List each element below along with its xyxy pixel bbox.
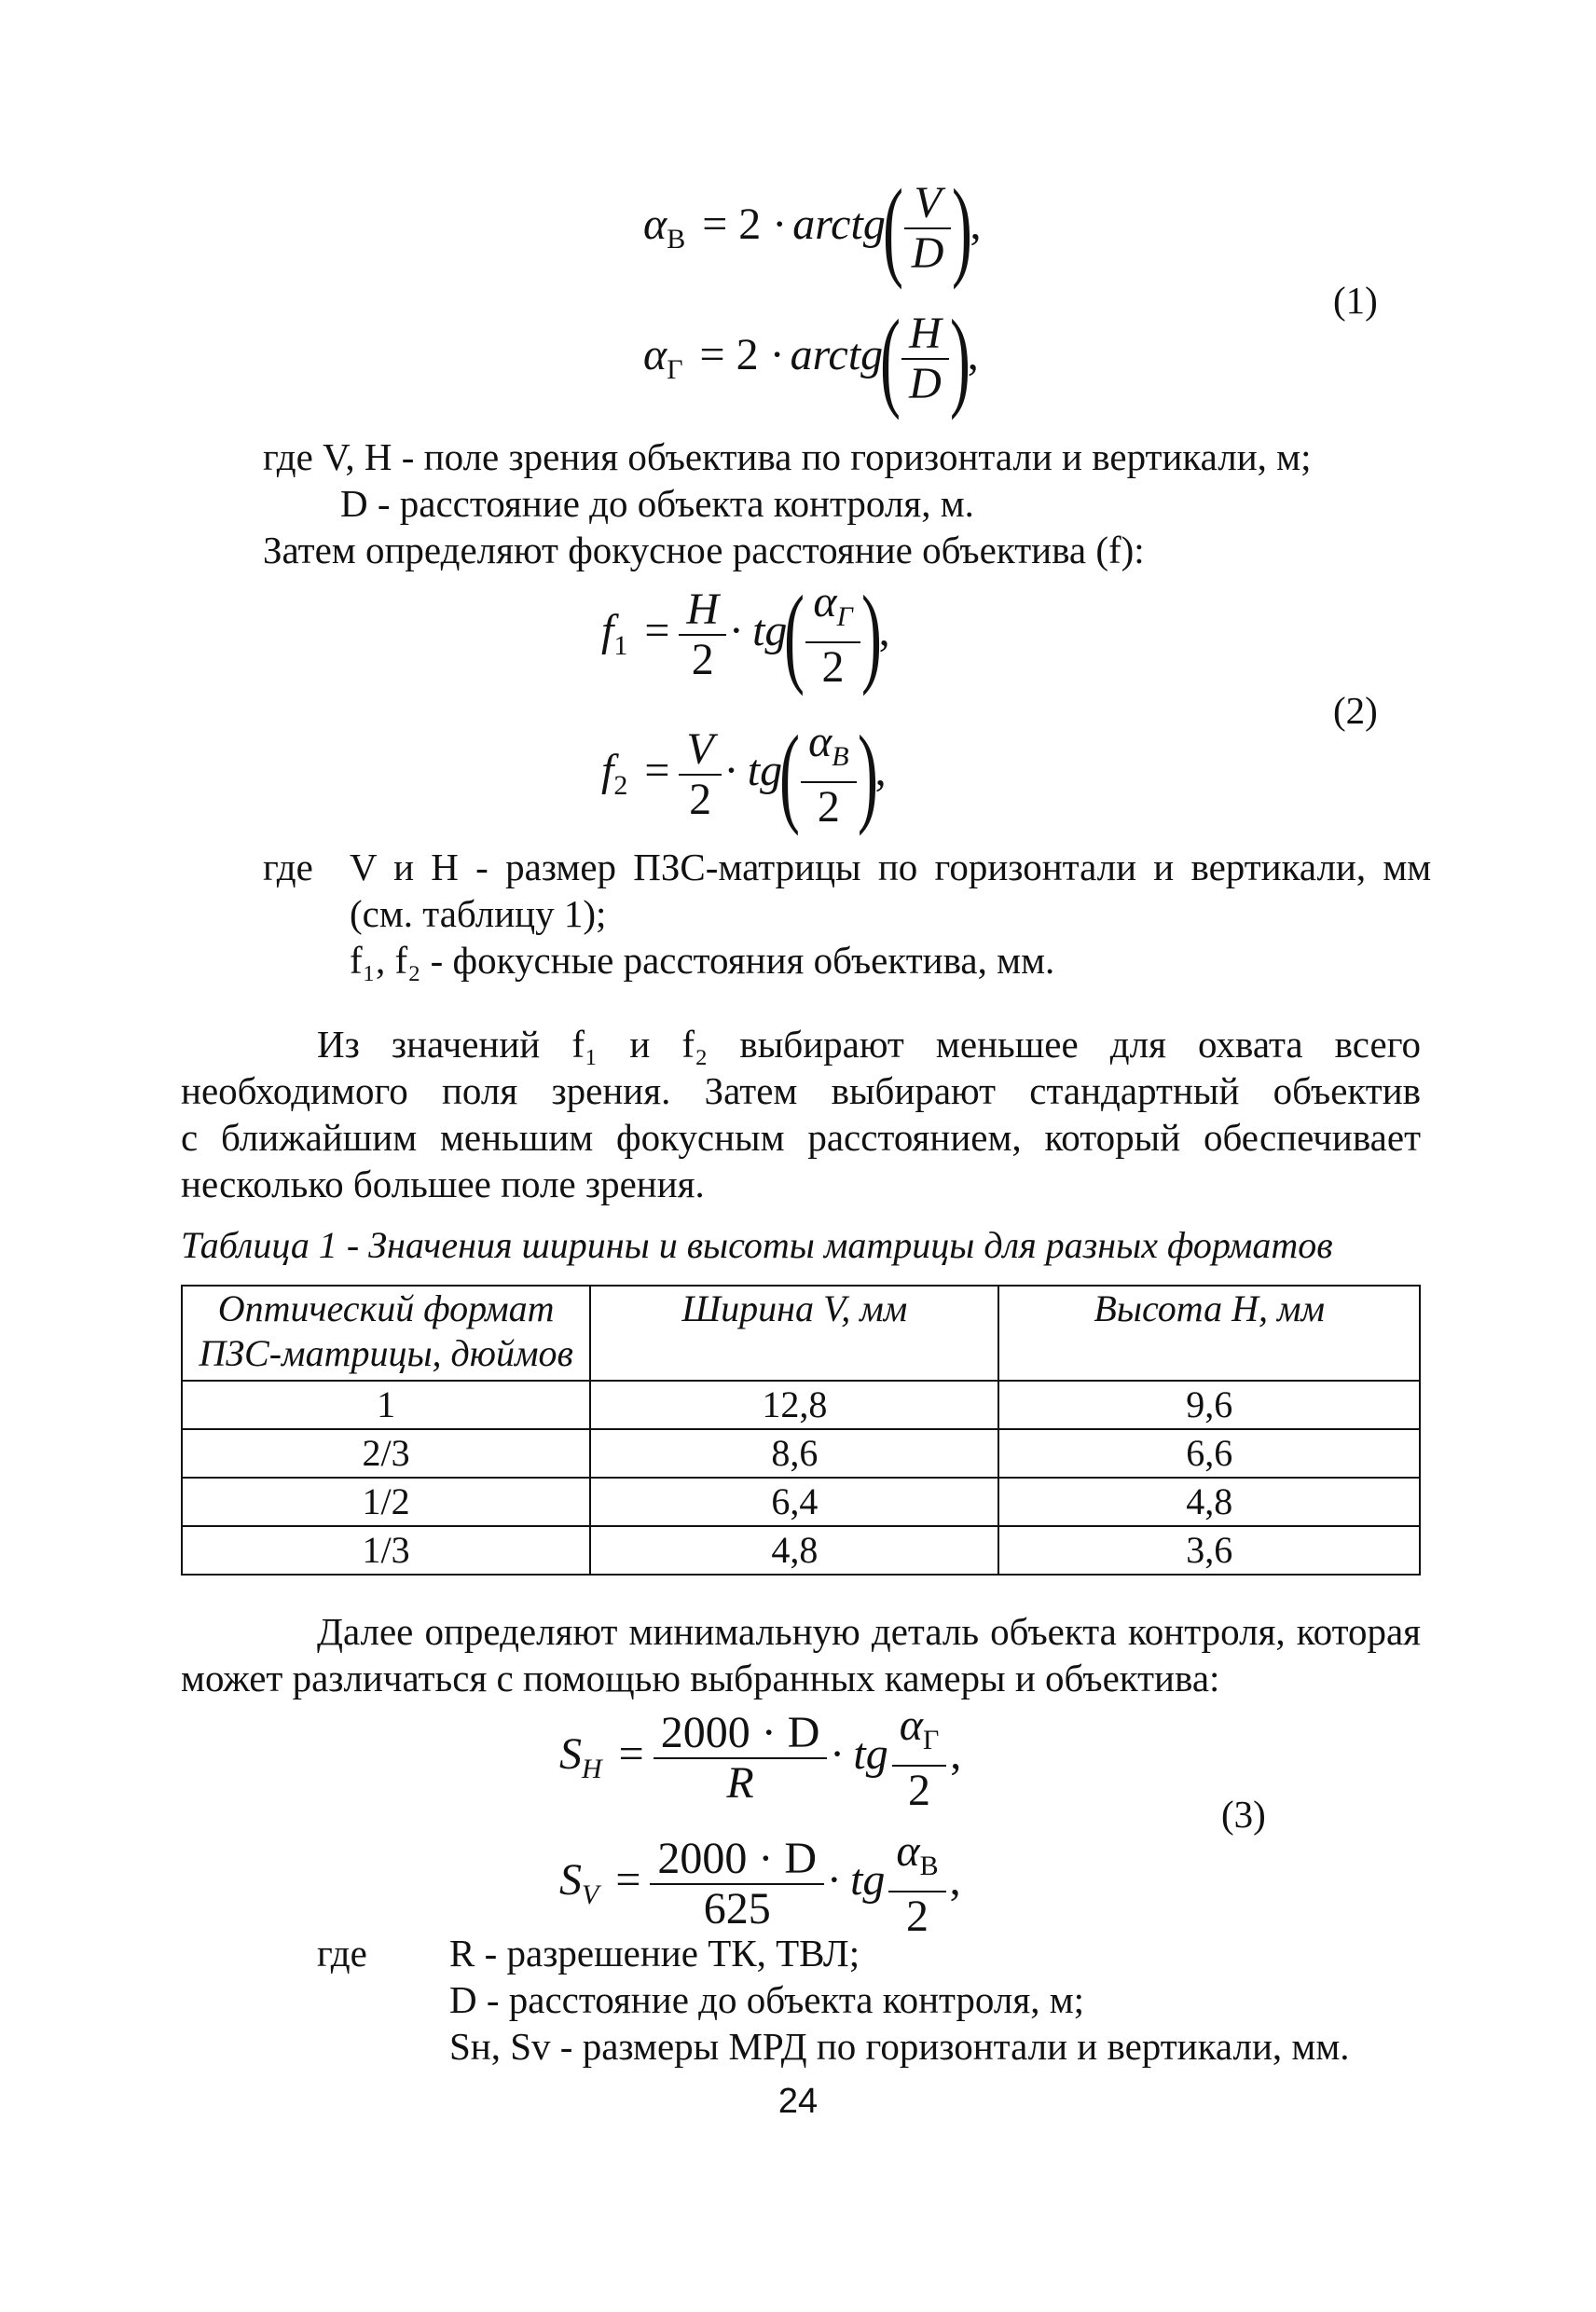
alpha-v-subscript: В: [667, 224, 686, 255]
fraction-denominator: 2: [906, 1892, 929, 1941]
legend-3-where: где: [317, 1932, 367, 1975]
fraction-denominator: R: [726, 1758, 754, 1808]
h-over-d-fraction: [901, 310, 949, 408]
alpha-symbol: α: [643, 200, 667, 250]
legend-1-line-1: где V, H - поле зрения объектива по горизонтали и вертикали, м;: [263, 435, 1312, 478]
equals-sign: =: [644, 606, 670, 656]
equation-number-2: (2): [1333, 689, 1378, 732]
table-header-cell: Ширина V, мм: [590, 1286, 998, 1381]
arctg-function: arctg: [790, 330, 884, 380]
alpha-g-over-2-fraction: [805, 578, 860, 692]
equation-number-1: (1): [1333, 279, 1378, 322]
formula-3-sv: $S_V$ = $\frac{2000 \cdot D}{625}$ · tg $\frac{\alpha_В}{2}$ ,: [559, 1826, 961, 1941]
table-header-cell: Оптический формат ПЗС-матрицы, дюймов: [182, 1286, 590, 1381]
alpha-g-subscript: Г: [667, 354, 683, 386]
fraction-numerator: 2000 · D: [654, 1709, 828, 1759]
fraction-denominator: D: [909, 359, 942, 408]
table-row: [182, 1429, 1420, 1478]
alpha-g-subscript: Г: [922, 1725, 940, 1755]
fraction-denominator: D: [911, 228, 944, 278]
legend-1-line-2: D - расстояние до объекта контроля, м.: [340, 482, 974, 525]
alpha-symbol: α: [813, 577, 837, 626]
equals-times: = 2 ·: [699, 330, 785, 380]
paragraph-2-line-2: может различаться с помощью выбранных камеры и объектива:: [181, 1657, 1220, 1700]
formula-1-alpha-v: $\alpha_В = 2$ · arctg( $\frac{V}{D}$ ),: [643, 166, 982, 290]
table-cell: 9,6: [998, 1381, 1420, 1429]
fraction-numerator: H: [679, 585, 726, 636]
arctg-function: arctg: [792, 200, 886, 250]
legend-3-line-1: R - разрешение ТК, ТВЛ;: [449, 1932, 860, 1975]
table-cell: 12,8: [590, 1381, 998, 1429]
2000d-over-r-fraction: [654, 1709, 828, 1808]
alpha-symbol: α: [899, 1700, 923, 1750]
alpha-v-subscript: В: [919, 1851, 939, 1881]
f-symbol: f: [601, 746, 614, 796]
alpha-g-subscript: Г: [836, 601, 853, 632]
table-cell: 1/2: [182, 1478, 590, 1526]
v-over-d-fraction: [904, 179, 952, 278]
formula-1-alpha-g: $\alpha_Г = 2$ · arctg( $\frac{H}{D}$ ),: [643, 296, 979, 420]
fraction-denominator: 2: [691, 635, 714, 684]
alpha-v-over-2-fraction: [888, 1827, 945, 1941]
alpha-g-over-2-fraction: [892, 1701, 947, 1815]
paragraph-2-line-1: Далее определяют минимальную деталь объекта контроля, которая: [317, 1610, 1421, 1653]
sh-subscript: H: [582, 1754, 602, 1785]
paragraph-1-line-3: с ближайшим меньшим фокусным расстоянием, который обеспечивает: [181, 1116, 1421, 1159]
table-row: [182, 1478, 1420, 1526]
f2-subscript: 2: [613, 770, 628, 802]
table-cell: 4,8: [998, 1478, 1420, 1526]
tg-function: · tg: [730, 606, 788, 656]
table-cell: 6,6: [998, 1429, 1420, 1478]
alpha-v-over-2-fraction: [801, 718, 857, 832]
paragraph-1-line-1: Из значений f₁ и f₂ выбирают меньшее для охвата всего: [317, 1023, 1421, 1066]
paragraph-1-line-2: необходимого поля зрения. Затем выбирают стандартный объектив: [181, 1069, 1421, 1112]
fraction-denominator: 2: [908, 1766, 931, 1815]
fraction-denominator: 625: [703, 1884, 771, 1934]
table-cell: 8,6: [590, 1429, 998, 1478]
legend-2-where: где: [263, 846, 313, 888]
equals-sign: =: [615, 1855, 641, 1906]
s-symbol: S: [559, 1729, 582, 1780]
equation-number-3: (3): [1221, 1793, 1266, 1836]
table-1-caption: Таблица 1 - Значения ширины и высоты матрицы для разных форматов: [181, 1224, 1333, 1266]
page-number: 24: [777, 2082, 819, 2121]
legend-3-line-3: Sн, Sv - размеры МРД по горизонтали и вертикали, мм.: [449, 2025, 1350, 2068]
legend-2-line-2: (см. таблицу 1);: [350, 892, 607, 935]
tg-function: · tg: [724, 746, 783, 796]
h-over-2-fraction: [679, 585, 726, 684]
table-row: [182, 1526, 1420, 1575]
formula-2-f1: $f_1$ = $\frac{H}{2}$ · tg( $\frac{\alpha_Г}{2}$ ),: [601, 572, 890, 696]
table-1: [181, 1285, 1421, 1576]
formula-3-sh: $S_H$ = $\frac{2000 \cdot D}{R}$ · tg $\frac{\alpha_Г}{2}$ ,: [559, 1700, 962, 1815]
alpha-symbol: α: [896, 1826, 920, 1876]
fraction-denominator: 2: [689, 775, 712, 824]
table-header-cell: Высота H, мм: [998, 1286, 1420, 1381]
paragraph-1-line-4: несколько большее поле зрения.: [181, 1163, 705, 1205]
alpha-symbol: α: [808, 717, 832, 766]
equals-times: = 2 ·: [702, 200, 788, 250]
tg-function: · tg: [831, 1729, 888, 1780]
fraction-numerator: H: [901, 310, 949, 360]
f1-subscript: 1: [613, 630, 628, 662]
legend-2-line-3: f₁, f₂ - фокусные расстояния объектива, мм.: [350, 939, 1055, 982]
2000d-over-625-fraction: [650, 1835, 824, 1934]
fraction-denominator: 2: [821, 642, 845, 692]
table-cell: 3,6: [998, 1526, 1420, 1575]
legend-3-line-2: D - расстояние до объекта контроля, м;: [449, 1978, 1085, 2021]
table-row: [182, 1381, 1420, 1429]
sv-subscript: V: [582, 1879, 599, 1911]
alpha-v-subscript: В: [832, 741, 849, 772]
table-cell: 1: [182, 1381, 590, 1429]
alpha-symbol: α: [643, 330, 667, 380]
fraction-numerator: V: [679, 725, 721, 776]
table-cell: 6,4: [590, 1478, 998, 1526]
v-over-2-fraction: [679, 725, 721, 824]
legend-2-line-1: V и H - размер ПЗС-матрицы по горизонтали и вертикали, мм: [350, 846, 1432, 888]
table-cell: 1/3: [182, 1526, 590, 1575]
fraction-numerator: V: [904, 179, 952, 229]
tg-function: · tg: [828, 1855, 886, 1906]
equals-sign: =: [644, 746, 670, 796]
equals-sign: =: [618, 1729, 644, 1780]
formula-2-f2: $f_2$ = $\frac{V}{2}$ · tg( $\frac{\alpha_В}{2}$ ),: [601, 712, 887, 836]
f-symbol: f: [601, 606, 614, 656]
fraction-denominator: 2: [817, 782, 840, 832]
fraction-numerator: 2000 · D: [650, 1835, 824, 1885]
table-header-row: [182, 1286, 1420, 1381]
table-cell: 4,8: [590, 1526, 998, 1575]
legend-1-line-3: Затем определяют фокусное расстояние объектива (f):: [263, 529, 1145, 571]
s-symbol: S: [559, 1855, 582, 1906]
table-cell: 2/3: [182, 1429, 590, 1478]
